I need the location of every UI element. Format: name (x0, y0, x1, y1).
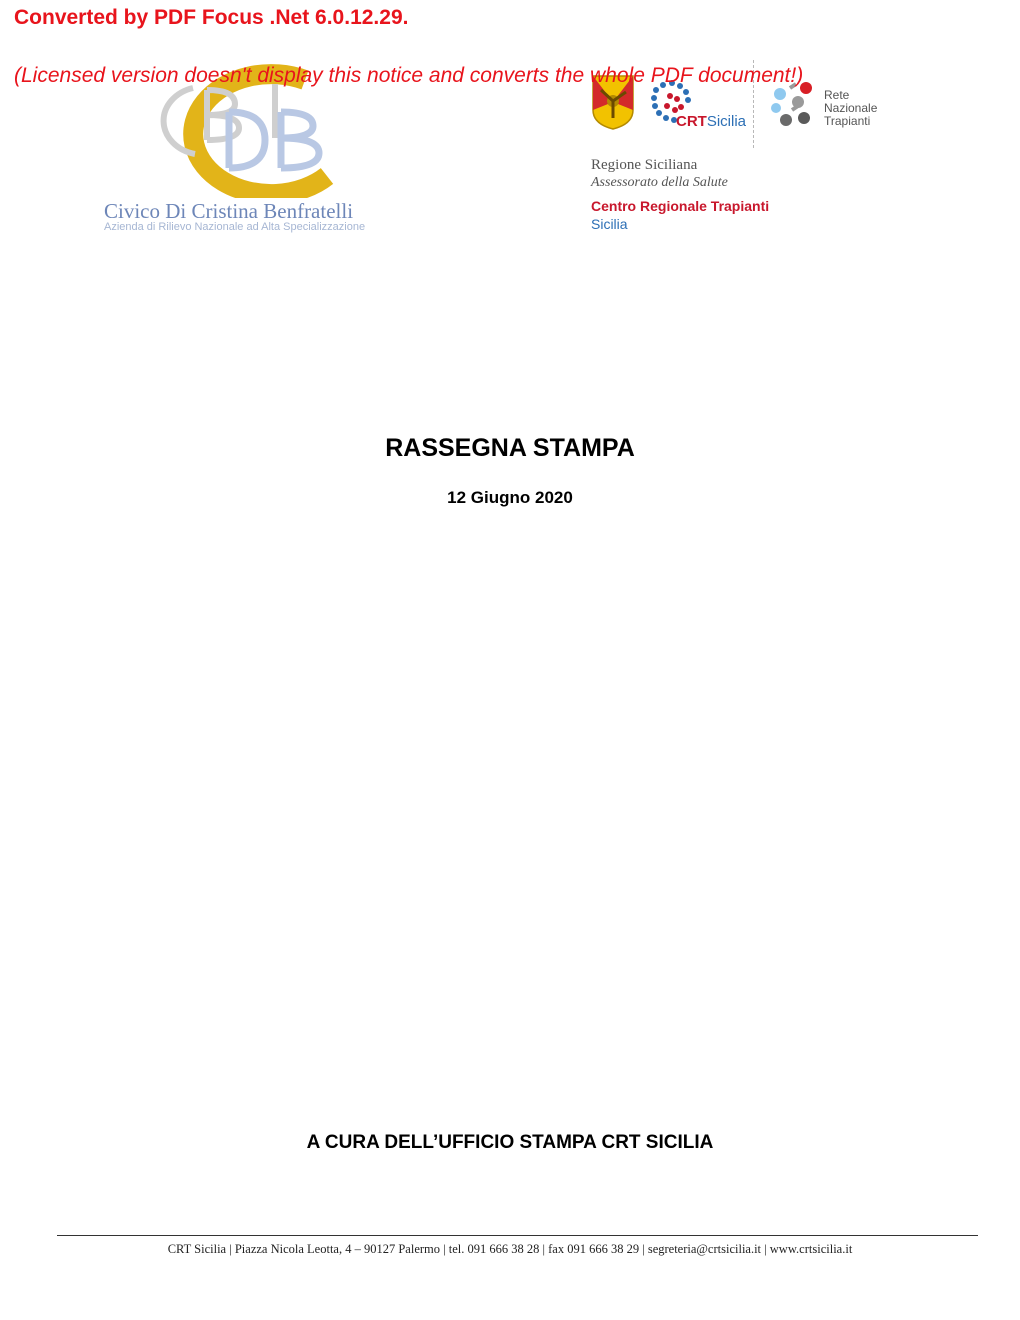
footer-contact: CRT Sicilia | Piazza Nicola Leotta, 4 – 90127 Palermo | tel. 091 666 38 28 | fax 091 666 38 29 | segreteria@crtsicilia.it | www.crtsicilia.it (167, 1242, 853, 1256)
centre-name: Centro Regionale Trapianti (591, 198, 770, 214)
conversion-notice: Converted by PDF Focus .Net 6.0.12.29. (14, 6, 409, 29)
crt-sicilia-label: CRTSicilia (676, 113, 747, 130)
centre-region: Sicilia (591, 216, 628, 232)
page-title: RASSEGNA STAMPA (385, 434, 635, 462)
document-date: 12 Giugno 2020 (447, 488, 573, 507)
footer-divider (57, 1235, 978, 1236)
hospital-subtitle: Azienda di Rilievo Nazionale ad Alta Specializzazione (104, 221, 366, 233)
department-name: Assessorato della Salute (591, 175, 728, 190)
license-notice: (Licensed version doesn't display this notice and converts the whole PDF document!) (14, 64, 804, 87)
rnt-label: Rete Nazionale Trapianti (824, 88, 878, 128)
hospital-name: Civico Di Cristina Benfratelli (104, 199, 354, 223)
curated-by: A CURA DELL’UFFICIO STAMPA CRT SICILIA (306, 1132, 714, 1153)
region-name: Regione Siciliana (591, 157, 698, 173)
